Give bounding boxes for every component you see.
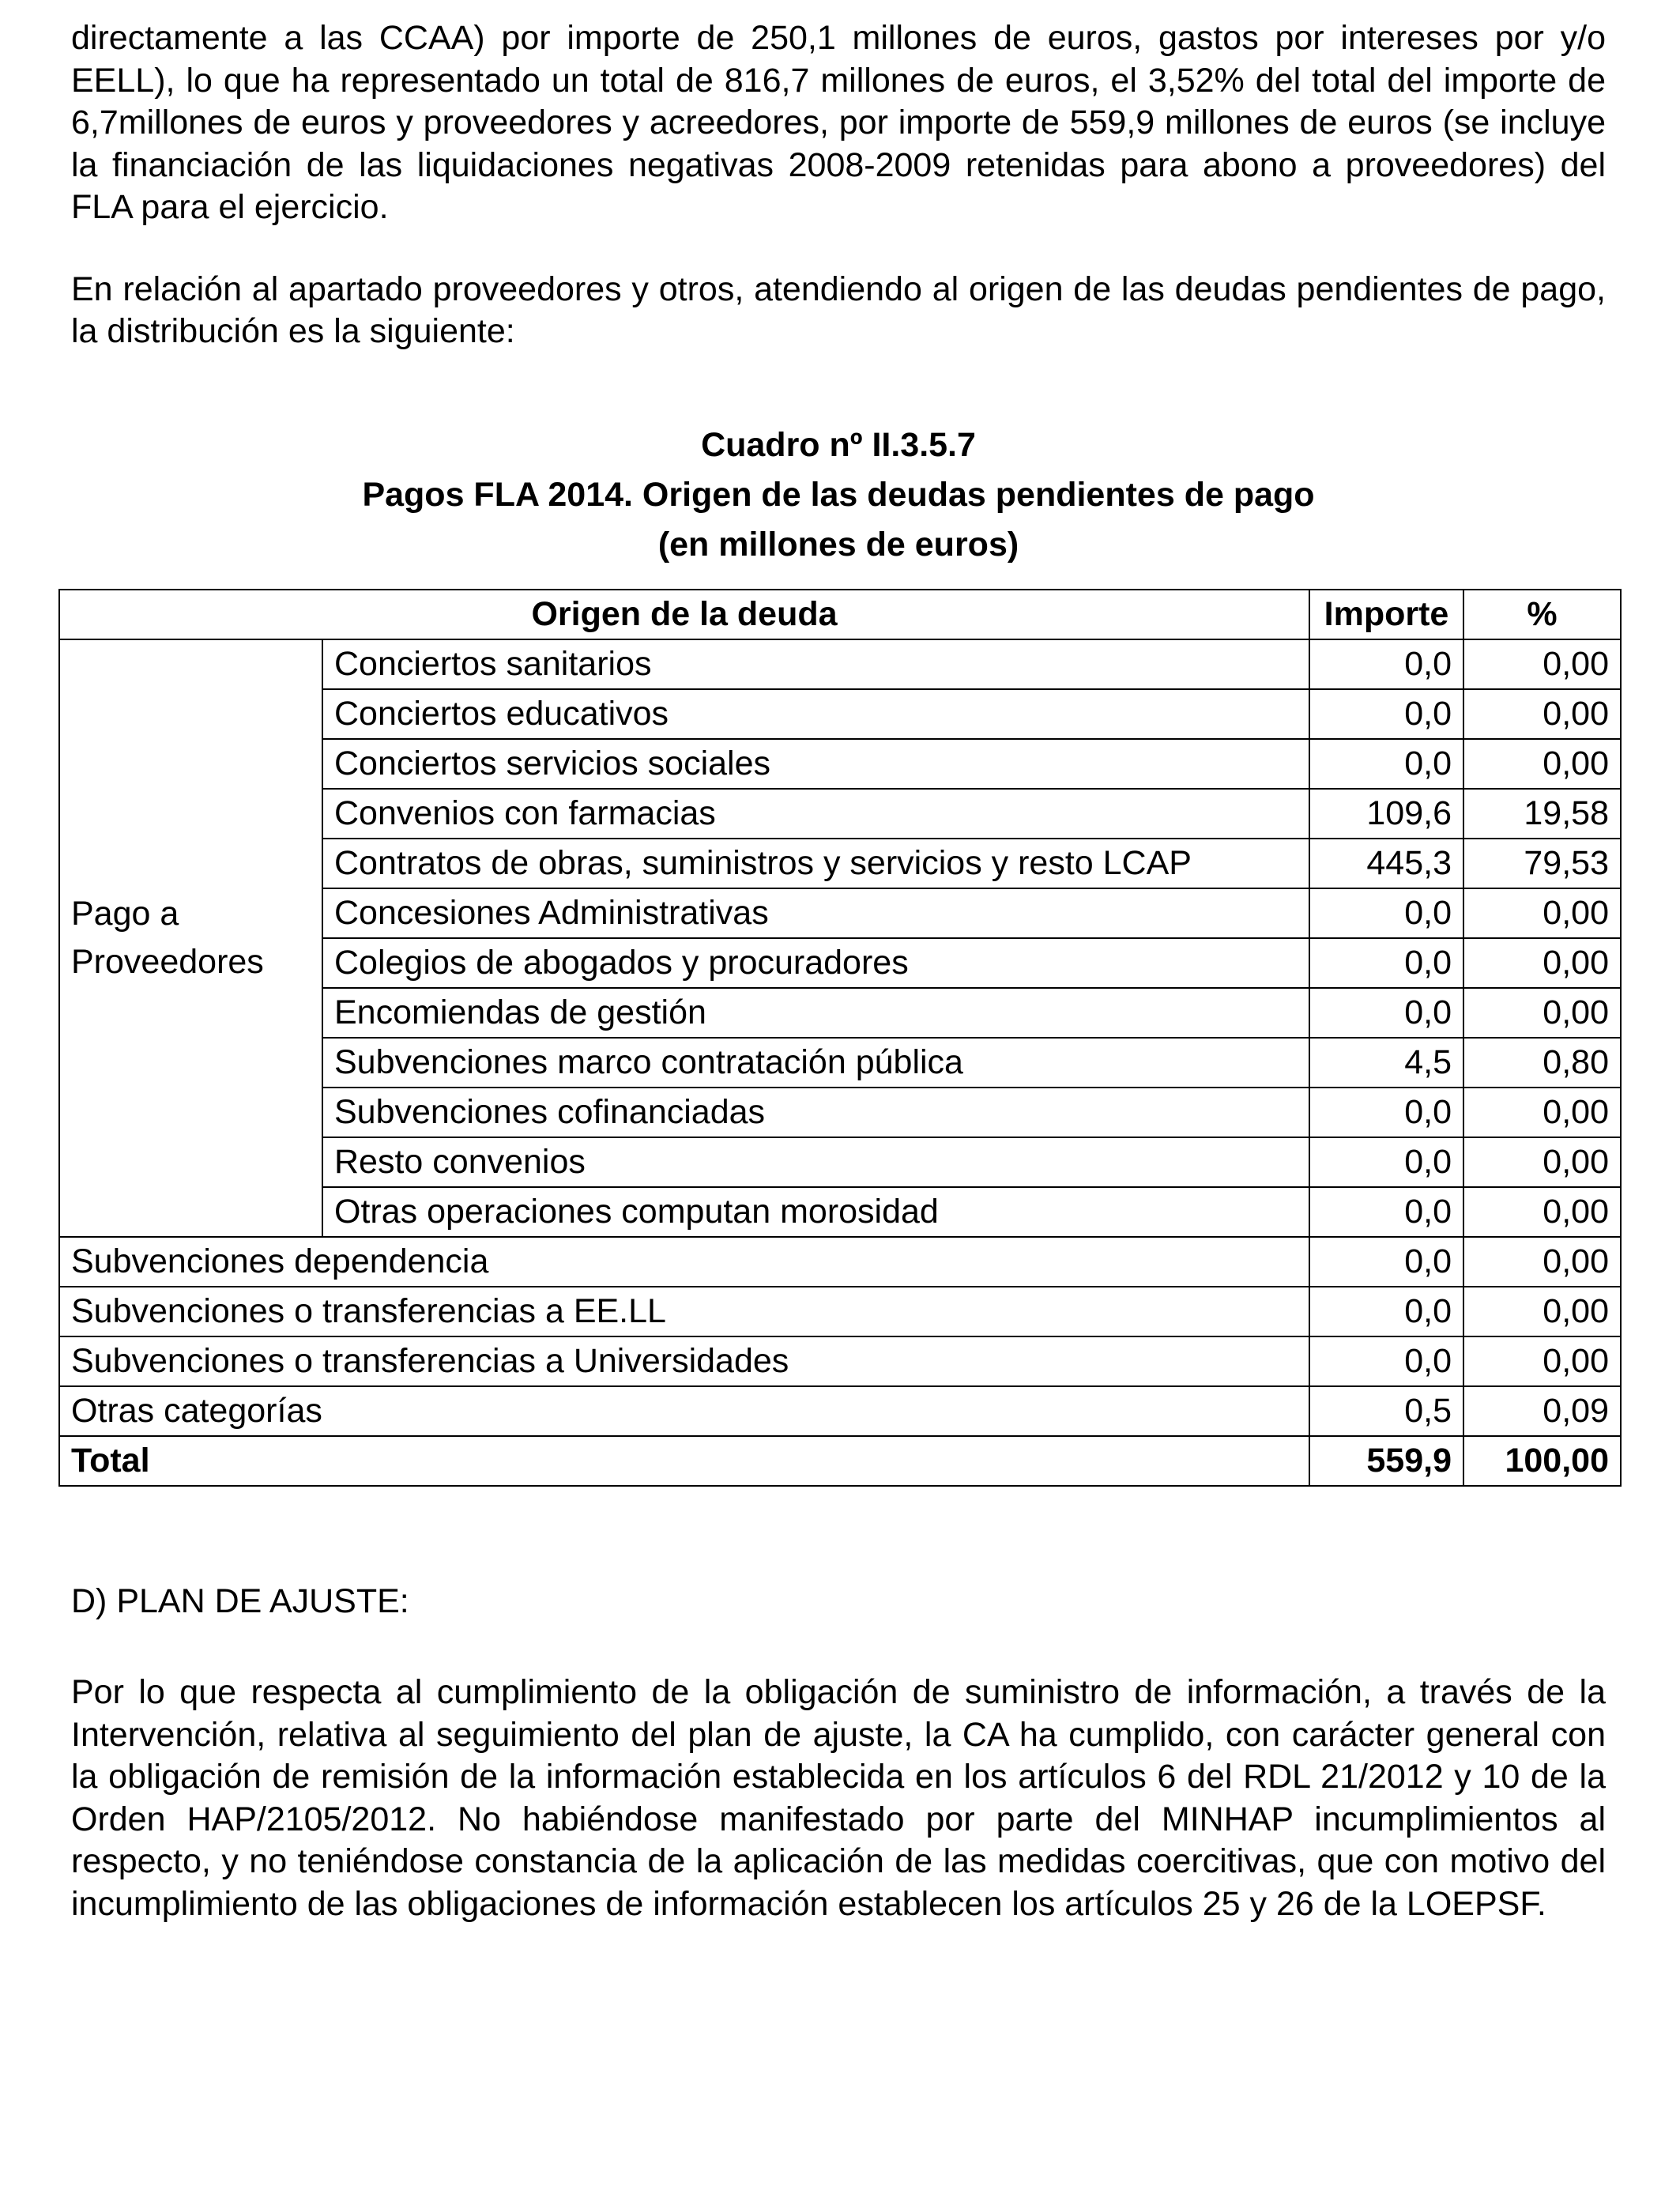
row-percent: 79,53	[1463, 839, 1621, 888]
intro-paragraph: directamente a las CCAA) por importe de 250,1 millones de euros, gastos por intereses por y/o EELL), lo que ha representado un total de 816,7 millones de euros, el 3,52% del total del importe de 6,7millones de euros y proveedores y acreedores, por importe de 559,9 millones de euros (se incluye la financiación de las liquidaciones negativas 2008-2009 retenidas para abono a proveedores) del FLA para el ejercicio.	[71, 19, 1606, 226]
row-label: Conciertos educativos	[322, 689, 1309, 739]
row-amount: 0,0	[1309, 988, 1463, 1038]
total-percent: 100,00	[1463, 1436, 1621, 1486]
row-percent: 0,00	[1463, 1237, 1621, 1287]
row-label: Resto convenios	[322, 1137, 1309, 1187]
row-label: Conciertos servicios sociales	[322, 739, 1309, 789]
header-origin: Origen de la deuda	[59, 590, 1309, 639]
row-amount: 0,0	[1309, 1287, 1463, 1336]
row-percent: 0,00	[1463, 1137, 1621, 1187]
row-percent: 0,00	[1463, 888, 1621, 938]
row-label: Convenios con farmacias	[322, 789, 1309, 839]
row-amount: 0,0	[1309, 1088, 1463, 1137]
row-label: Encomiendas de gestión	[322, 988, 1309, 1038]
row-label: Subvenciones o transferencias a EE.LL	[59, 1287, 1309, 1336]
row-amount: 0,0	[1309, 1336, 1463, 1386]
table-row	[59, 1336, 1621, 1386]
distribution-paragraph: En relación al apartado proveedores y otros, atendiendo al origen de las deudas pendientes de pago, la distribución es la siguiente:	[71, 270, 1606, 350]
row-percent: 0,00	[1463, 938, 1621, 988]
total-row	[59, 1436, 1621, 1486]
row-amount: 0,0	[1309, 639, 1463, 689]
debt-origin-table	[58, 589, 1622, 1487]
row-percent: 0,00	[1463, 1287, 1621, 1336]
row-amount: 0,0	[1309, 739, 1463, 789]
row-amount: 0,0	[1309, 1237, 1463, 1287]
row-percent: 0,00	[1463, 639, 1621, 689]
table-row	[59, 1237, 1621, 1287]
row-percent: 0,80	[1463, 1038, 1621, 1088]
table-title: Pagos FLA 2014. Origen de las deudas pendientes de pago	[362, 475, 1315, 514]
row-percent: 0,00	[1463, 988, 1621, 1038]
plan-ajuste-block	[71, 1672, 1606, 1925]
table-units: (en millones de euros)	[657, 525, 1019, 564]
row-label: Otras categorías	[59, 1386, 1309, 1436]
total-label: Total	[59, 1436, 1309, 1486]
table-number: Cuadro nº II.3.5.7	[701, 425, 976, 464]
table-row	[59, 639, 1621, 689]
row-amount: 0,0	[1309, 938, 1463, 988]
row-percent: 0,00	[1463, 739, 1621, 789]
section-heading: D) PLAN DE AJUSTE:	[71, 1582, 409, 1620]
row-label: Colegios de abogados y procuradores	[322, 938, 1309, 988]
row-amount: 0,5	[1309, 1386, 1463, 1436]
row-label: Subvenciones o transferencias a Universidades	[59, 1336, 1309, 1386]
row-percent: 0,09	[1463, 1386, 1621, 1436]
row-label: Otras operaciones computan morosidad	[322, 1187, 1309, 1237]
row-amount: 109,6	[1309, 789, 1463, 839]
group-label-pago-proveedores	[59, 639, 322, 1237]
table-row	[59, 1386, 1621, 1436]
row-percent: 0,00	[1463, 1336, 1621, 1386]
table-row	[59, 1287, 1621, 1336]
row-percent: 19,58	[1463, 789, 1621, 839]
group-label-line: Pago a	[71, 895, 179, 933]
table-header-row	[59, 590, 1621, 639]
document-body	[71, 17, 1606, 570]
row-amount: 0,0	[1309, 888, 1463, 938]
header-percent: %	[1463, 590, 1621, 639]
row-amount: 0,0	[1309, 1187, 1463, 1237]
header-amount: Importe	[1309, 590, 1463, 639]
row-amount: 0,0	[1309, 689, 1463, 739]
plan-ajuste-paragraph: Por lo que respecta al cumplimiento de la obligación de suministro de información, a través de la Intervención, relativa al seguimiento del plan de ajuste, la CA ha cumplido, con carácter general con la obligación de remisión de la información establecida en los artículos 6 del RDL 21/2012 y 10 de la Orden HAP/2105/2012. No habiéndose manifestado por parte del MINHAP incumplimientos al respecto, y no teniéndose constancia de la aplicación de las medidas coercitivas, que con motivo del incumplimiento de las obligaciones de información establecen los artículos 25 y 26 de la LOEPSF.	[71, 1673, 1606, 1923]
row-label: Conciertos sanitarios	[322, 639, 1309, 689]
row-percent: 0,00	[1463, 1187, 1621, 1237]
row-percent: 0,00	[1463, 689, 1621, 739]
row-label: Concesiones Administrativas	[322, 888, 1309, 938]
row-label: Subvenciones cofinanciadas	[322, 1088, 1309, 1137]
row-amount: 0,0	[1309, 1137, 1463, 1187]
row-label: Subvenciones dependencia	[59, 1237, 1309, 1287]
row-amount: 4,5	[1309, 1038, 1463, 1088]
row-label: Subvenciones marco contratación pública	[322, 1038, 1309, 1088]
row-percent: 0,00	[1463, 1088, 1621, 1137]
row-amount: 445,3	[1309, 839, 1463, 888]
total-amount: 559,9	[1309, 1436, 1463, 1486]
group-label-line: Proveedores	[71, 943, 264, 981]
row-label: Contratos de obras, suministros y servicios y resto LCAP	[322, 839, 1309, 888]
